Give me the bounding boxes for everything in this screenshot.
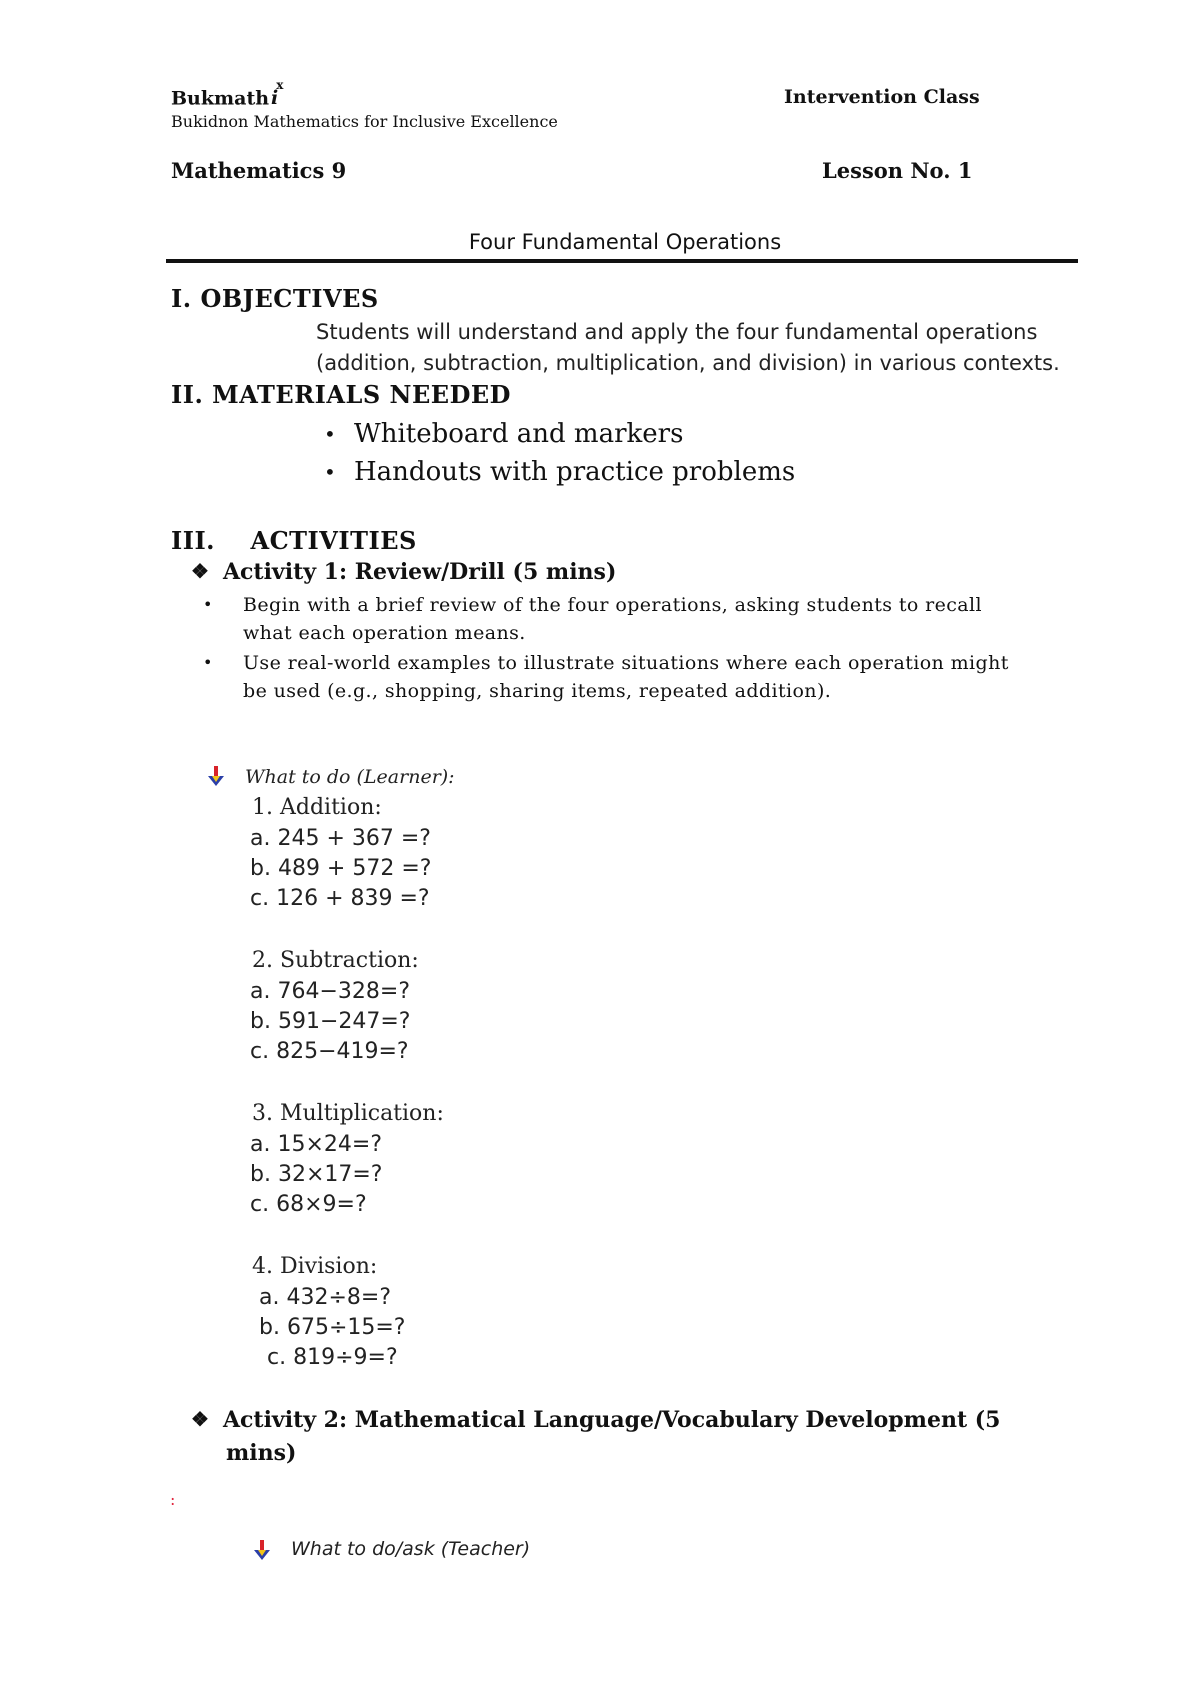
objectives-text bbox=[316, 317, 1060, 379]
subtraction-label: 2. Subtraction: bbox=[252, 948, 419, 973]
title-divider bbox=[166, 259, 1078, 263]
exercise-item: a. 245 + 367 =? bbox=[250, 826, 431, 851]
list-item bbox=[324, 453, 796, 491]
bullet-icon: • bbox=[203, 595, 213, 614]
brand-mark-letter: i bbox=[271, 87, 279, 110]
bullet-icon: • bbox=[203, 653, 213, 672]
brand-mark bbox=[271, 78, 284, 110]
objectives-line: (addition, subtraction, multiplication, and division) in various contexts. bbox=[316, 351, 1060, 375]
stray-colon: : bbox=[170, 1490, 176, 1509]
point-line: what each operation means. bbox=[243, 622, 526, 644]
materials-list bbox=[324, 415, 796, 491]
exercise-item: a. 15×24=? bbox=[250, 1132, 382, 1157]
list-item bbox=[203, 649, 1009, 705]
arrow-down-icon bbox=[206, 766, 226, 788]
activity-1-heading bbox=[191, 559, 616, 585]
list-item bbox=[324, 415, 795, 453]
addition-label: 1. Addition: bbox=[252, 795, 382, 820]
exercise-item: b. 591−247=? bbox=[250, 1009, 411, 1034]
activities-heading: III. ACTIVITIES bbox=[171, 526, 417, 555]
activity-1-points bbox=[203, 591, 1009, 707]
point-line: Use real-world examples to illustrate situations where each operation might bbox=[243, 652, 1009, 674]
exercise-item: c. 126 + 839 =? bbox=[250, 886, 430, 911]
exercise-item: c. 825−419=? bbox=[250, 1039, 409, 1064]
brand-mark-sup: x bbox=[276, 78, 284, 92]
materials-heading: II. MATERIALS NEEDED bbox=[171, 380, 511, 409]
diamond-bullet-icon: ❖ bbox=[191, 1407, 209, 1431]
objectives-line: Students will understand and apply the four fundamental operations bbox=[316, 320, 1038, 344]
learner-label: What to do (Learner): bbox=[245, 766, 455, 788]
arrow-down-icon bbox=[252, 1540, 272, 1562]
exercise-item: c. 819÷9=? bbox=[267, 1345, 398, 1370]
bullet-icon: • bbox=[324, 460, 336, 484]
division-label: 4. Division: bbox=[252, 1254, 378, 1279]
list-item bbox=[203, 591, 1009, 647]
exercise-item: b. 32×17=? bbox=[250, 1162, 383, 1187]
exercise-item: c. 68×9=? bbox=[250, 1192, 367, 1217]
diamond-bullet-icon: ❖ bbox=[191, 559, 209, 583]
subject-label: Mathematics 9 bbox=[171, 158, 347, 183]
exercise-item: b. 489 + 572 =? bbox=[250, 856, 432, 881]
page-title: Four Fundamental Operations bbox=[468, 230, 782, 254]
activity-1-title: Activity 1: Review/Drill (5 mins) bbox=[222, 559, 617, 585]
activity-2-heading bbox=[191, 1407, 1000, 1433]
objectives-heading: I. OBJECTIVES bbox=[171, 284, 379, 313]
multiplication-label: 3. Multiplication: bbox=[252, 1101, 444, 1126]
exercise-item: b. 675÷15=? bbox=[259, 1315, 406, 1340]
point-line: Begin with a brief review of the four operations, asking students to recall bbox=[243, 594, 982, 616]
exercise-item: a. 432÷8=? bbox=[259, 1285, 391, 1310]
lesson-number: Lesson No. 1 bbox=[822, 158, 973, 183]
teacher-label: What to do/ask (Teacher) bbox=[291, 1538, 531, 1560]
material-item: Handouts with practice problems bbox=[354, 457, 796, 487]
bullet-icon: • bbox=[324, 422, 336, 446]
exercise-item: a. 764−328=? bbox=[250, 979, 410, 1004]
brand-name bbox=[171, 78, 284, 110]
material-item: Whiteboard and markers bbox=[354, 419, 684, 449]
activity-2-title: Activity 2: Mathematical Language/Vocabulary Development (5 bbox=[222, 1407, 1001, 1433]
brand-subtitle: Bukidnon Mathematics for Inclusive Excellence bbox=[171, 112, 558, 131]
activity-2-title-cont: mins) bbox=[226, 1440, 297, 1466]
class-label: Intervention Class bbox=[784, 86, 980, 108]
brand-text: Bukmath bbox=[171, 87, 270, 110]
point-line: be used (e.g., shopping, sharing items, repeated addition). bbox=[243, 680, 832, 702]
